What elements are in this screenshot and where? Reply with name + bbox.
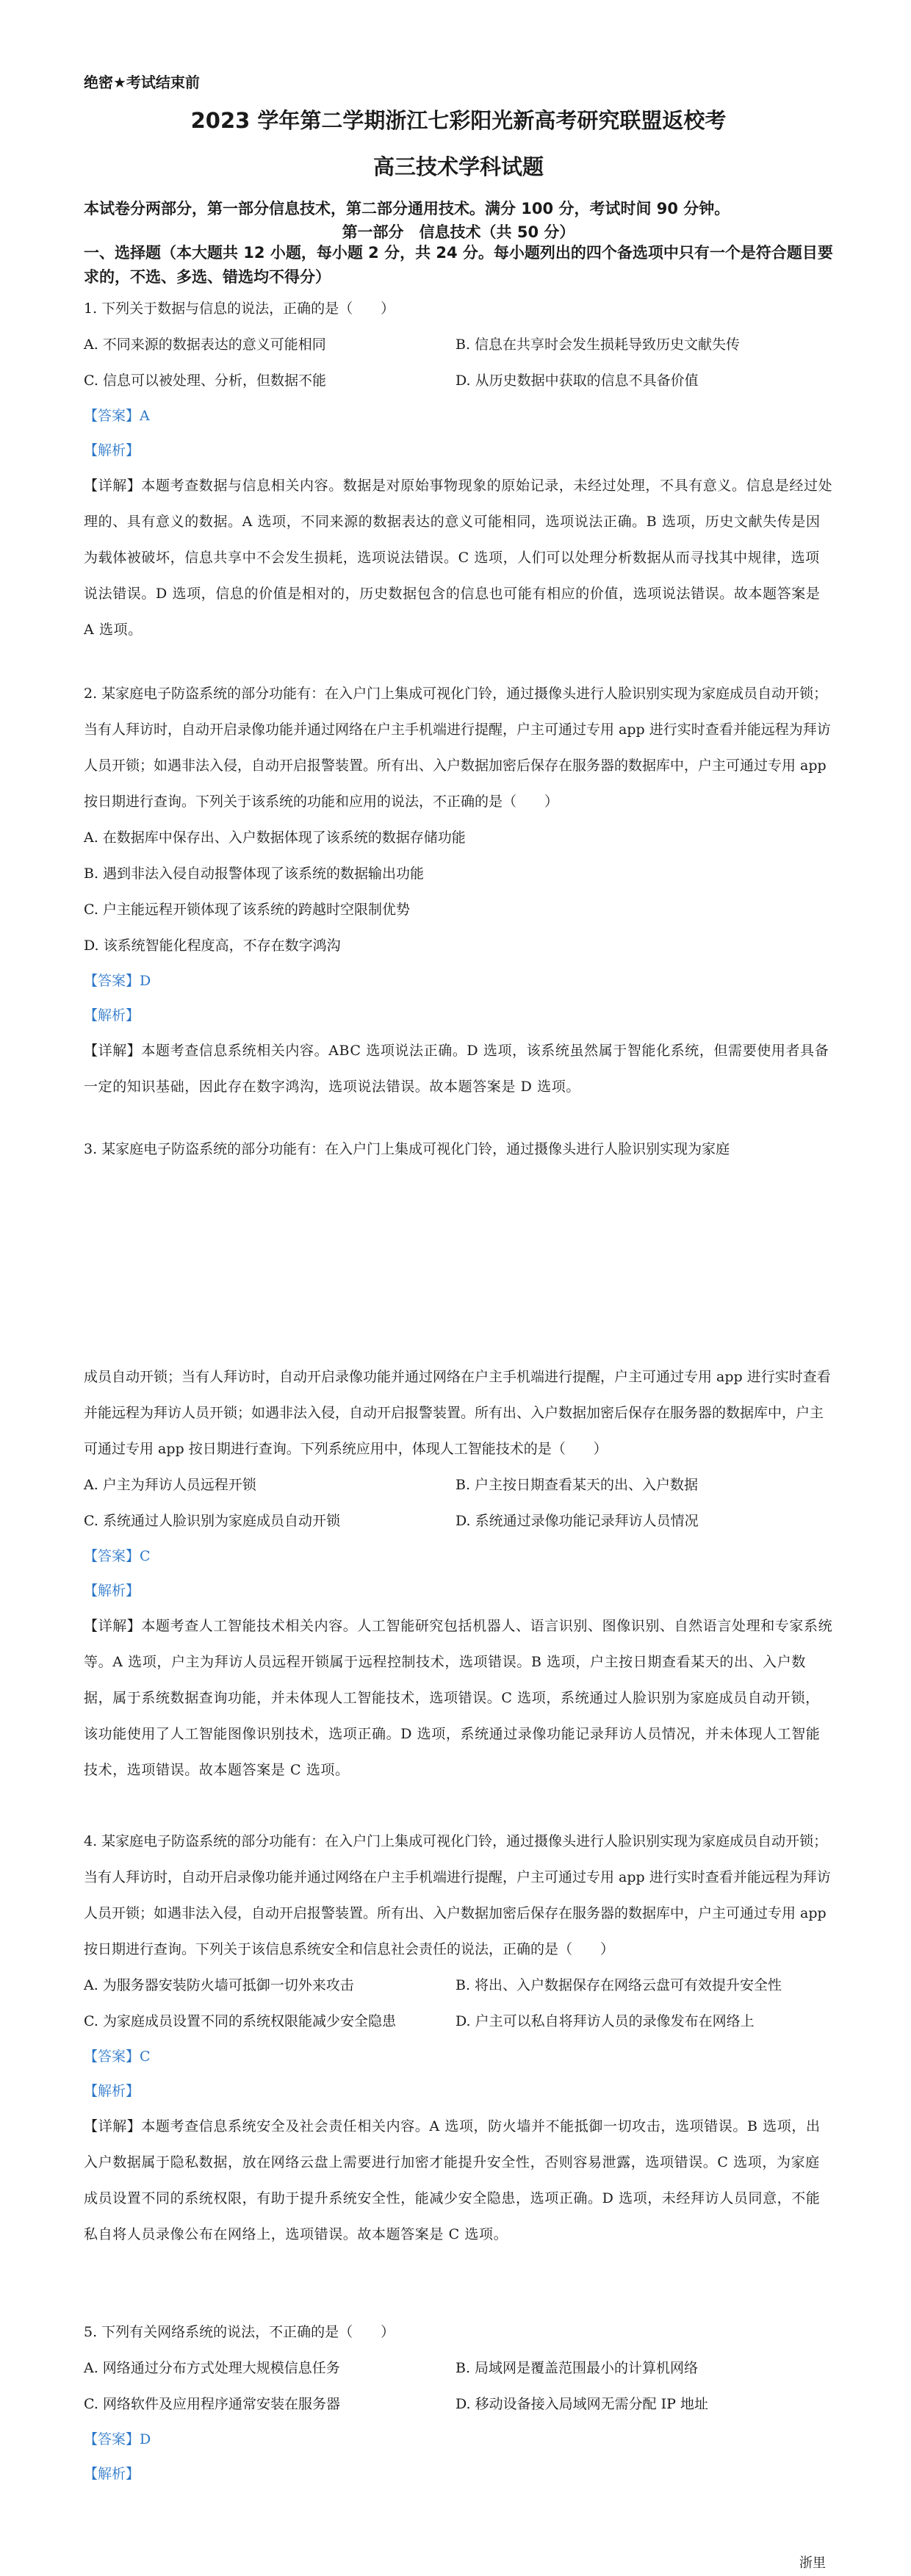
option-b: B. 将出、入户数据保存在网络云盘可有效提升安全性 — [455, 1977, 782, 1993]
option-b: B. 户主按日期查看某天的出、入户数据 — [455, 1477, 699, 1493]
option-c: C. 信息可以被处理、分析，但数据不能 — [84, 373, 326, 389]
question-5 — [84, 2314, 833, 2492]
analysis-label: 【解析】 — [84, 2083, 140, 2099]
detail-text: 【详解】本题考查人工智能技术相关内容。人工智能研究包括机器人、语言识别、图像识别、自然语言处理和专家系统等。A 选项，户主为拜访人员远程开锁属于远程控制技术，选项错误。B 选项，户主按日期查看某天的出、入户数据，属于系统数据查询功能，并未体现人工智能技术，选项错误。C 选项，系统通过人脸识别为家庭成员自动开锁，该功能使用了人工智能图像识别技术，选项正确。D 选项，系统通过录像功能记录拜访人员情况，并未体现人工智能技术，选项错误。故本题答案是 C 选项。 — [84, 1618, 833, 1778]
question-stem: 2. 某家庭电子防盗系统的部分功能有：在入户门上集成可视化门铃，通过摄像头进行人脸识别实现为家庭成员自动开锁；当有人拜访时，自动开启录像功能并通过网络在户主手机端进行提醒，户主可通过专用 app 进行实时查看并能远程为拜访人员开锁；如遇非法入侵，自动开启报警装置。所有出、入户数据加密后保存在服务器的数据库中，户主可通过专用 app 按日期进行查询。下列关于该系统的功能和应用的说法，不正确的是（ ） — [84, 686, 831, 810]
answer: 【答案】A — [84, 408, 150, 424]
option-b: B. 局域网是覆盖范围最小的计算机网络 — [455, 2360, 699, 2376]
question-3-stem-top — [84, 1132, 833, 1168]
exam-subtitle: 高三技术学科试题 — [372, 154, 544, 179]
question-stem: 3. 某家庭电子防盗系统的部分功能有：在入户门上集成可视化门铃，通过摄像头进行人脸识别实现为家庭 — [84, 1141, 730, 1157]
option-a: A. 户主为拜访人员远程开锁 — [84, 1477, 256, 1493]
option-d: D. 户主可以私自将拜访人员的录像发布在网络上 — [455, 2013, 755, 2029]
option-c: C. 为家庭成员设置不同的系统权限能减少安全隐患 — [84, 2013, 396, 2029]
option-c: C. 网络软件及应用程序通常安装在服务器 — [84, 2396, 340, 2412]
options — [84, 327, 833, 399]
options — [84, 1467, 833, 1539]
answer: 【答案】D — [84, 973, 151, 989]
option-d: D. 该系统智能化程度高，不存在数字鸿沟 — [84, 938, 341, 954]
question-stem-continued: 成员自动开锁；当有人拜访时，自动开启录像功能并通过网络在户主手机端进行提醒，户主可通过专用 app 进行实时查看并能远程为拜访人员开锁；如遇非法入侵，自动开启报警装置。所有出、入户数据加密后保存在服务器的数据库中，户主可通过专用 app 按日期进行查询。下列系统应用中，体现人工智能技术的是（ ） — [84, 1369, 831, 1457]
detail-text: 【详解】本题考查信息系统相关内容。ABC 选项说法正确。D 选项，该系统虽然属于智能化系统，但需要使用者具备一定的知识基础，因此存在数字鸿沟，选项说法错误。故本题答案是 D 选项。 — [84, 1043, 829, 1095]
option-d: D. 从历史数据中获取的信息不具备价值 — [455, 373, 699, 389]
answer: 【答案】D — [84, 2431, 151, 2447]
question-4 — [84, 1824, 833, 2253]
option-d: D. 系统通过录像功能记录拜访人员情况 — [455, 1513, 699, 1529]
answer: 【答案】C — [84, 1548, 151, 1564]
question-stem: 1. 下列关于数据与信息的说法，正确的是（ ） — [84, 301, 395, 317]
option-a: A. 网络通过分布方式处理大规模信息任务 — [84, 2360, 340, 2376]
question-stem: 5. 下列有关网络系统的说法，不正确的是（ ） — [84, 2324, 395, 2340]
question-2 — [84, 676, 833, 1105]
option-c: C. 系统通过人脸识别为家庭成员自动开锁 — [84, 1513, 340, 1529]
analysis-label: 【解析】 — [84, 1583, 140, 1599]
option-b: B. 遇到非法入侵自动报警体现了该系统的数据输出功能 — [84, 866, 425, 882]
option-c: C. 户主能远程开锁体现了该系统的跨越时空限制优势 — [84, 902, 410, 918]
detail-text: 【详解】本题考查数据与信息相关内容。数据是对原始事物现象的原始记录，未经过处理，不具有意义。信息是经过处理的、具有意义的数据。A 选项，不同来源的数据表达的意义可能相同，选项说法正确。B 选项，历史文献失传是因为载体被破坏，信息共享中不会发生损耗，选项说法错误。C 选项，人们可以处理分析数据从而寻找其中规律，选项说法错误。D 选项，信息的价值是相对的，历史数据包含的信息也可能有相应的价值，选项说法错误。故本题答案是 A 选项。 — [84, 478, 833, 638]
analysis-label: 【解析】 — [84, 442, 140, 458]
option-d: D. 移动设备接入局域网无需分配 IP 地址 — [455, 2396, 709, 2412]
exam-intro: 本试卷分两部分，第一部分信息技术，第二部分通用技术。满分 100 分，考试时间 90 分钟。 — [84, 200, 730, 217]
option-b: B. 信息在共享时会发生损耗导致历史文献失传 — [455, 337, 741, 353]
part-heading: 第一部分 信息技术（共 50 分） — [342, 223, 575, 241]
option-a: A. 在数据库中保存出、入户数据体现了该系统的数据存储功能 — [84, 830, 466, 846]
options — [84, 1968, 833, 2040]
page-footer-label: 浙里 — [799, 2555, 826, 2571]
question-1 — [84, 291, 833, 648]
question-stem: 4. 某家庭电子防盗系统的部分功能有：在入户门上集成可视化门铃，通过摄像头进行人脸识别实现为家庭成员自动开锁；当有人拜访时，自动开启录像功能并通过网络在户主手机端进行提醒，户主可通过专用 app 进行实时查看并能远程为拜访人员开锁；如遇非法入侵，自动开启报警装置。所有出、入户数据加密后保存在服务器的数据库中，户主可通过专用 app 按日期进行查询。下列关于该信息系统安全和信息社会责任的说法，正确的是（ ） — [84, 1833, 831, 1957]
question-3 — [84, 1359, 833, 1788]
option-a: A. 为服务器安装防火墙可抵御一切外来攻击 — [84, 1977, 354, 1993]
answer: 【答案】C — [84, 2048, 151, 2065]
analysis-label: 【解析】 — [84, 2466, 140, 2482]
options — [84, 820, 833, 964]
exam-title: 2023 学年第二学期浙江七彩阳光新高考研究联盟返校考 — [190, 108, 727, 133]
section-heading: 一、选择题（本大题共 12 小题，每小题 2 分，共 24 分。每小题列出的四个备选项中只有一个是符合题目要求的，不选、多选、错选均不得分） — [84, 244, 833, 286]
option-a: A. 不同来源的数据表达的意义可能相同 — [84, 337, 326, 353]
confidential-label: 绝密★考试结束前 — [84, 73, 200, 91]
detail-text: 【详解】本题考查信息系统安全及社会责任相关内容。A 选项，防火墙并不能抵御一切攻击，选项错误。B 选项，出入户数据属于隐私数据，放在网络云盘上需要进行加密才能提升安全性，否则容易泄露，选项错误。C 选项，为家庭成员设置不同的系统权限，有助于提升系统安全性，能减少安全隐患，选项正确。D 选项，未经拜访人员同意，不能私自将人员录像公布在网络上，选项错误。故本题答案是 C 选项。 — [84, 2118, 821, 2242]
analysis-label: 【解析】 — [84, 1007, 140, 1023]
options — [84, 2350, 833, 2422]
